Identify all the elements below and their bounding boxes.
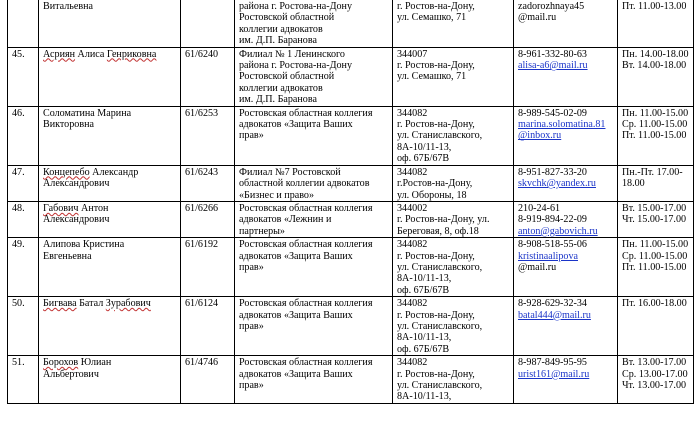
registry-number: 61/6266	[185, 202, 219, 214]
table-row	[8, 0, 694, 47]
row-number: 50.	[12, 298, 25, 310]
registry-number: 61/6192	[185, 239, 219, 251]
lawyer-name-line: Александрович	[43, 214, 110, 226]
table-row	[8, 47, 694, 106]
reception-hours-line: Пт. 16.00-18.00	[622, 298, 687, 310]
spellcheck-word: Бигвава	[43, 298, 77, 310]
organization-cell	[235, 106, 393, 165]
address-line: 8А-10/11-13,	[397, 391, 452, 403]
registry-number: 61/6124	[185, 298, 219, 310]
reception-hours-cell	[618, 356, 694, 404]
address-line: г. Ростов-на-Дону,	[397, 309, 475, 321]
contact-line	[518, 310, 614, 321]
organization-line: адвокатов «Лежнин и	[239, 214, 332, 226]
registry-number-cell	[181, 201, 235, 237]
lawyer-name-cell	[39, 47, 181, 106]
reception-hours-line: Пн.-Пт. 17.00-	[622, 166, 683, 178]
contact-line: @mail.ru	[518, 261, 557, 273]
table-row	[8, 165, 694, 201]
address-line: ул. Семашко, 71	[397, 71, 467, 83]
lawyers-table	[7, 0, 694, 404]
reception-hours-line: Пт. 11.00-15.00	[622, 130, 687, 142]
lawyer-name-cell	[39, 165, 181, 201]
address-line: г. Ростов-на-Дону,	[397, 1, 475, 12]
email-link[interactable]: alisa-a6@mail.ru	[518, 60, 588, 72]
table-row	[8, 201, 694, 237]
lawyer-name-line: Альбертович	[43, 368, 99, 380]
registry-number-cell	[181, 238, 235, 297]
lawyer-name-cell	[39, 238, 181, 297]
table-body	[8, 0, 694, 403]
organization-line: им. Д.П. Баранова	[239, 94, 317, 106]
organization-cell	[235, 47, 393, 106]
organization-line: коллегии адвокатов	[239, 82, 323, 94]
spellcheck-word: Асриян	[43, 48, 76, 60]
contacts-cell	[514, 238, 618, 297]
address-line: 8А-10/11-13,	[397, 273, 452, 285]
lawyer-name-line: Соломатина Марина	[43, 107, 132, 119]
lawyer-name-cell	[39, 201, 181, 237]
organization-cell	[235, 297, 393, 356]
reception-hours-line: Вт. 14.00-18.00	[622, 60, 687, 72]
row-number-cell	[8, 165, 39, 201]
lawyer-name-line: Витальевна	[43, 1, 94, 12]
organization-line: Филиал № 1 Ленинского	[239, 48, 345, 60]
address-cell	[393, 165, 514, 201]
registry-number-cell	[181, 165, 235, 201]
address-line: г. Ростов-на-Дону,	[397, 368, 475, 380]
contact-line: @mail.ru	[518, 12, 557, 24]
reception-hours-cell	[618, 106, 694, 165]
registry-number: 61/6253	[185, 107, 219, 119]
organization-line: прав»	[239, 261, 264, 273]
email-link[interactable]: kristinaalipova	[518, 250, 578, 262]
spellcheck-word: Борохов	[43, 357, 79, 369]
registry-number: 61/6243	[185, 166, 219, 178]
registry-number-cell	[181, 0, 235, 47]
reception-hours-cell	[618, 238, 694, 297]
reception-hours-cell	[618, 165, 694, 201]
organization-cell	[235, 0, 393, 47]
organization-cell	[235, 201, 393, 237]
organization-line: Ростовская областная коллегия	[239, 298, 373, 310]
contacts-cell	[514, 0, 618, 47]
table-row	[8, 356, 694, 404]
contact-line: 8-951-827-33-20	[518, 166, 587, 178]
lawyer-name-line: Викторовна	[43, 119, 94, 131]
reception-hours-line: Пт. 11.00-15.00	[622, 261, 687, 273]
address-line: 344082	[397, 239, 428, 251]
address-line: ул. Станиславского,	[397, 130, 483, 142]
reception-hours-line: Пн. 11.00-15.00	[622, 239, 689, 251]
address-line: ул. Станиславского,	[397, 261, 483, 273]
lawyer-name-cell	[39, 356, 181, 404]
lawyer-name-line: Борохов Юлиан	[43, 357, 112, 369]
contacts-cell	[514, 297, 618, 356]
organization-line: Ростовская областная коллегия	[239, 357, 373, 369]
row-number-cell	[8, 106, 39, 165]
organization-line: адвокатов «Защита Ваших	[239, 119, 353, 131]
lawyer-name-line: Алипова Кристина	[43, 239, 125, 251]
address-line: 344082	[397, 107, 428, 119]
registry-number-cell	[181, 356, 235, 404]
row-number-cell	[8, 356, 39, 404]
address-line: Береговая, 8, оф.18	[397, 225, 479, 237]
organization-line: областной коллегии адвокатов	[239, 178, 370, 190]
row-number-cell	[8, 238, 39, 297]
address-line: 344082	[397, 357, 428, 369]
contacts-cell	[514, 106, 618, 165]
email-link[interactable]: @inbox.ru	[518, 130, 562, 142]
spellcheck-word: Концепебо	[43, 166, 90, 178]
email-link[interactable]: urist161@mail.ru	[518, 368, 590, 380]
row-number: 45.	[12, 48, 25, 60]
organization-line: Ростовской областной	[239, 12, 335, 24]
reception-hours-cell	[618, 0, 694, 47]
contact-line: 8-961-332-80-63	[518, 48, 587, 60]
spellcheck-word: Габович	[43, 202, 79, 214]
address-cell	[393, 297, 514, 356]
organization-line: партнеры»	[239, 225, 285, 237]
address-line: ул. Станиславского,	[397, 320, 483, 332]
organization-line: Ростовская областная коллегия	[239, 107, 373, 119]
spellcheck-word: Генриковна	[106, 48, 157, 60]
address-line: оф. 67Б/67В	[397, 284, 450, 296]
row-number-cell	[8, 297, 39, 356]
organization-line: адвокатов «Защита Ваших	[239, 309, 353, 321]
contact-line: 8-908-518-55-06	[518, 239, 587, 251]
contact-line	[518, 251, 614, 262]
organization-cell	[235, 238, 393, 297]
contact-line: 210-24-61	[518, 202, 561, 214]
contact-line	[518, 226, 614, 237]
address-cell	[393, 106, 514, 165]
contacts-cell	[514, 201, 618, 237]
spellcheck-word: Зурабович	[105, 298, 151, 310]
reception-hours-line: Пт. 11.00-13.00	[622, 1, 687, 12]
address-cell	[393, 238, 514, 297]
address-cell	[393, 0, 514, 47]
contact-line	[518, 130, 614, 141]
organization-line: прав»	[239, 320, 264, 332]
address-cell	[393, 201, 514, 237]
organization-line: «Бизнес и право»	[239, 189, 315, 201]
contacts-cell	[514, 356, 618, 404]
reception-hours-line: Пн. 11.00-15.00	[622, 107, 689, 119]
row-number-cell	[8, 0, 39, 47]
email-link[interactable]: anton@gabovich.ru	[518, 225, 598, 237]
reception-hours-line: Вт. 15.00-17.00	[622, 202, 687, 214]
lawyer-name-cell	[39, 297, 181, 356]
contact-line	[518, 119, 614, 130]
address-line: оф. 67Б/67В	[397, 153, 450, 165]
reception-hours-cell	[618, 47, 694, 106]
lawyer-name-cell	[39, 0, 181, 47]
row-number: 47.	[12, 166, 25, 178]
organization-line: Ростовской областной	[239, 71, 335, 83]
registry-number-cell	[181, 297, 235, 356]
address-line: 344007	[397, 48, 428, 60]
lawyer-name-line: Александрович	[43, 178, 110, 190]
organization-line: района г. Ростова-на-Дону	[239, 60, 352, 72]
contact-line: zadorozhnaya45	[518, 1, 585, 12]
address-line: г. Ростов-на-Дону, ул.	[397, 214, 490, 226]
organization-cell	[235, 165, 393, 201]
table-row	[8, 297, 694, 356]
contacts-cell	[514, 165, 618, 201]
lawyer-name-line: Бигвава Батал Зурабович	[43, 298, 151, 310]
row-number-cell	[8, 47, 39, 106]
address-line: г.Ростов-на-Дону,	[397, 178, 473, 190]
address-line: ул. Семашко, 71	[397, 12, 467, 24]
address-line: 8А-10/11-13,	[397, 141, 452, 153]
lawyer-name-cell	[39, 106, 181, 165]
address-line: г. Ростов-на-Дону,	[397, 60, 475, 72]
organization-line: Ростовская областная коллегия	[239, 202, 373, 214]
row-number: 48.	[12, 202, 25, 214]
contacts-cell	[514, 47, 618, 106]
address-line: г. Ростов-на-Дону,	[397, 250, 475, 262]
reception-hours-cell	[618, 297, 694, 356]
reception-hours-line: Ср. 11.00-15.00	[622, 250, 688, 262]
organization-line: адвокатов «Защита Ваших	[239, 250, 353, 262]
row-number: 49.	[12, 239, 25, 251]
reception-hours-line: Ср. 13.00-17.00	[622, 368, 688, 380]
organization-cell	[235, 356, 393, 404]
registry-number-cell	[181, 106, 235, 165]
organization-line: им. Д.П. Баранова	[239, 35, 317, 47]
organization-line: района г. Ростова-на-Дону	[239, 1, 352, 12]
email-link[interactable]: skvchk@yandex.ru	[518, 178, 596, 190]
contact-line: 8-928-629-32-34	[518, 298, 587, 310]
contact-line	[518, 369, 614, 380]
registry-number: 61/6240	[185, 48, 219, 60]
contact-line: 8-987-849-95-95	[518, 357, 587, 369]
contact-line: 8-919-894-22-09	[518, 214, 587, 226]
contact-line	[518, 178, 614, 189]
contact-line: 8-989-545-02-09	[518, 107, 587, 119]
row-number: 51.	[12, 357, 25, 369]
address-line: оф. 67Б/67В	[397, 343, 450, 355]
organization-line: адвокатов «Защита Ваших	[239, 368, 353, 380]
reception-hours-line: Пн. 14.00-18.00	[622, 48, 689, 60]
address-line: 344002	[397, 202, 428, 214]
reception-hours-cell	[618, 201, 694, 237]
contact-line	[518, 60, 614, 71]
reception-hours-line: Чт. 13.00-17.00	[622, 380, 687, 391]
reception-hours-line: Чт. 15.00-17.00	[622, 214, 687, 226]
reception-hours-line: Вт. 13.00-17.00	[622, 357, 687, 369]
table-row	[8, 106, 694, 165]
address-cell	[393, 356, 514, 404]
organization-line: Ростовская областная коллегия	[239, 239, 373, 251]
email-link[interactable]: batal444@mail.ru	[518, 309, 591, 321]
row-number-cell	[8, 201, 39, 237]
email-link[interactable]: marina.solomatina.81	[518, 119, 606, 131]
organization-line: прав»	[239, 380, 264, 391]
registry-number-cell	[181, 47, 235, 106]
registry-number: 61/4746	[185, 357, 219, 369]
reception-hours-line: 18.00	[622, 178, 645, 190]
lawyer-name-line: Евгеньевна	[43, 250, 92, 262]
address-line: ул. Станиславского,	[397, 380, 483, 391]
table-row	[8, 238, 694, 297]
organization-line: Филиал №7 Ростовской	[239, 166, 341, 178]
row-number: 46.	[12, 107, 25, 119]
organization-line: коллегии адвокатов	[239, 23, 323, 35]
address-line: 344082	[397, 166, 428, 178]
lawyer-name-line: Асриян Алиса Генриковна	[43, 48, 157, 60]
address-line: г. Ростов-на-Дону,	[397, 119, 475, 131]
lawyer-name-line: Габович Антон	[43, 202, 109, 214]
organization-line: прав»	[239, 130, 264, 142]
address-line: 344082	[397, 298, 428, 310]
address-cell	[393, 47, 514, 106]
reception-hours-line: Ср. 11.00-15.00	[622, 119, 688, 131]
address-line: 8А-10/11-13,	[397, 332, 452, 344]
address-line: ул. Обороны, 18	[397, 189, 467, 201]
lawyer-name-line: Концепебо Александр	[43, 166, 139, 178]
